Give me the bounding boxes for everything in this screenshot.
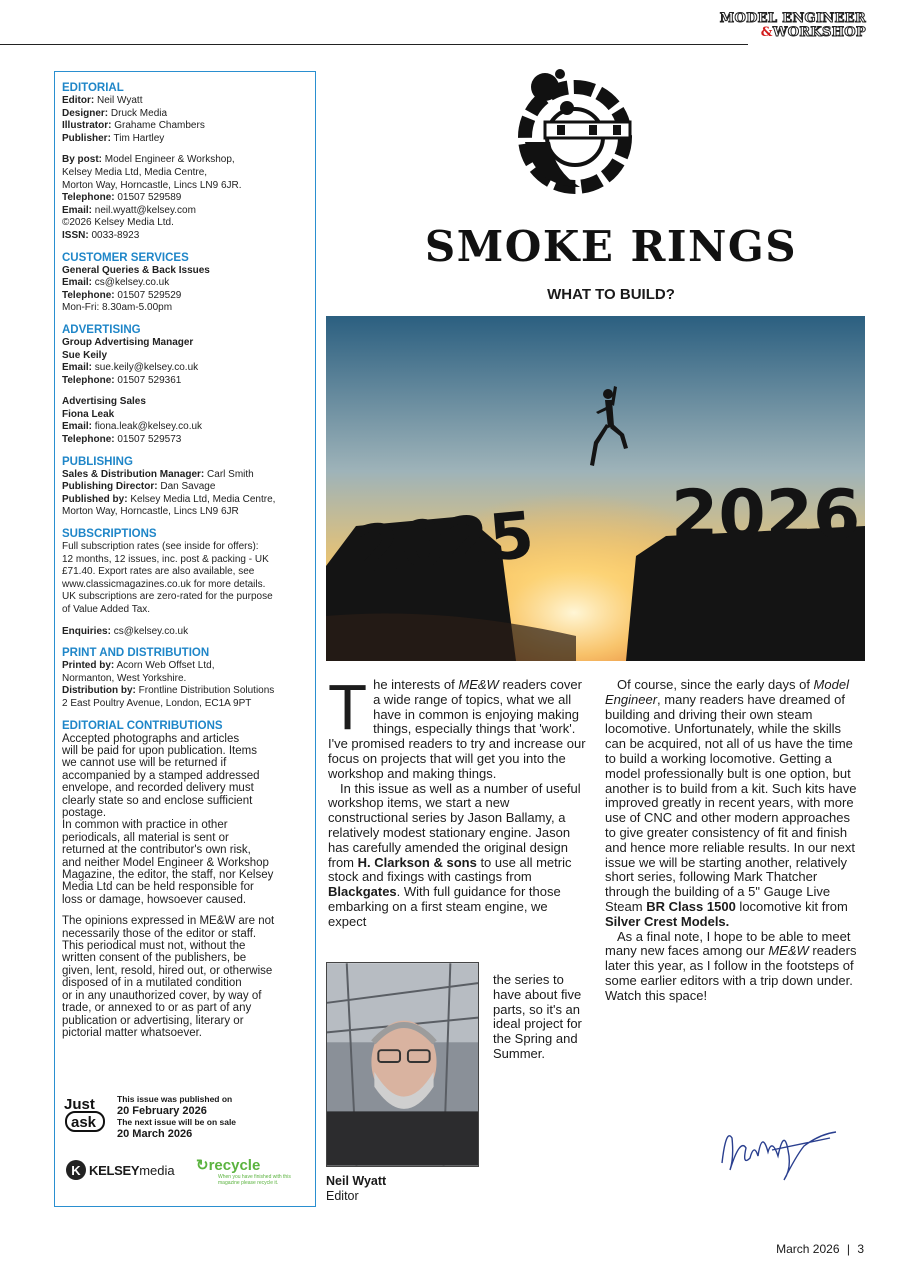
masthead-line2 xyxy=(720,26,866,40)
ad-email2: Email: fiona.leak@kelsey.co.uk xyxy=(62,421,203,433)
article-title: SMOKE RINGS xyxy=(424,222,798,271)
ad-tel1: Telephone: 01507 529361 xyxy=(62,374,182,386)
media-word: media xyxy=(139,1162,175,1178)
issue-next-date: 20 March 2026 xyxy=(117,1128,193,1140)
masthead-logo xyxy=(720,12,866,40)
printed-by2: Normanton, West Yorkshire. xyxy=(62,672,187,684)
header-rule xyxy=(0,44,748,45)
article-column-2 xyxy=(605,678,864,1004)
drop-cap: T xyxy=(328,671,368,743)
post-line3: Morton Way, Horncastle, Lincs LN9 6JR. xyxy=(62,179,242,191)
ad-role2: Advertising Sales xyxy=(62,396,146,408)
para-2: In this issue as well as a number of useful workshop items, we start a new constructional series by Jason Ballamy, a relatively modest stationary engine. Jason has carefully amended the original design from H. Clarkson & sons to use all metric stock and fixings with castings from Blackgates. With full guidance for those embarking on a first steam engine, we expect xyxy=(328,780,581,929)
just-ask-logo xyxy=(62,1094,122,1134)
issn: ISSN: 0033-8923 xyxy=(62,229,140,241)
smoke-rings-logo xyxy=(505,62,655,197)
para-4: As a final note, I hope to be able to meet many new faces among our ME&W readers later this year, as I follow in the footsteps of some earlier editors with a trip down under. Watch this space! xyxy=(605,928,857,1003)
sub-l1: Full subscription rates (see inside for offers): xyxy=(62,541,259,553)
folio-separator: | xyxy=(846,1242,850,1256)
article-column-1 xyxy=(328,671,586,930)
just-ask-word2: ask xyxy=(71,1114,97,1131)
printed-by: Printed by: Acorn Web Offset Ltd, xyxy=(62,660,215,672)
editor-portrait xyxy=(326,962,479,1167)
page-number: 3 xyxy=(857,1242,864,1256)
publishing-heading: PUBLISHING xyxy=(62,455,133,468)
masthead-amp: & xyxy=(760,25,773,40)
publisher-line: Publisher: Tim Hartley xyxy=(62,132,165,144)
editorial-telephone: Telephone: 01507 529589 xyxy=(62,192,182,204)
editorial-heading: EDITORIAL xyxy=(62,82,124,94)
post-line2: Kelsey Media Ltd, Media Centre, xyxy=(62,166,208,178)
sub-l3: £71.40. Export rates are also available, see xyxy=(62,566,255,578)
sub-l2: 12 months, 12 issues, inc. post & packing - UK xyxy=(62,553,269,565)
illustrator-line: Illustrator: Grahame Chambers xyxy=(62,120,205,132)
masthead-line2-text: WORKSHOP xyxy=(772,25,866,40)
enquiries: Enquiries: cs@kelsey.co.uk xyxy=(62,625,189,637)
editorial-email: Email: neil.wyatt@kelsey.com xyxy=(62,204,196,216)
ad-name2: Fiona Leak xyxy=(62,408,115,420)
recycle-logo xyxy=(196,1156,308,1186)
para-2-tail: the series to have about five parts, so it's an ideal project for the Spring and Summer. xyxy=(493,972,582,1061)
contributions-text: Accepted photographs and articles will be paid for upon publication. Items we cannot use will be returned if accompanied by a stamped addressed envelope, and recorded delivery must clearly state so and enclose sufficient postage. In common with practice in other periodicals, all material is sent or returned at the contributor's own risk, and neither Model Engineer & Workshop Magazine, the editor, the staff, nor Kelsey Media Ltd can be held responsible for loss or damage, howsoever caused. xyxy=(62,732,274,906)
issue-next-label: The next issue will be on sale xyxy=(117,1117,237,1127)
post-line: By post: Model Engineer & Workshop, xyxy=(62,154,235,166)
opinions-text: The opinions expressed in ME&W are not necessarily those of the editor or staff. This periodical must not, without the written consent of the publishers, be given, lent, resold, hired out, or otherwise disposed of in a mutilated condition or in any unauthorized cover, by way of trade, or annexed to or as part of any publication or advertising, literary or pictorial matter whatsoever. xyxy=(62,915,275,1039)
kelsey-media-logo xyxy=(66,1160,175,1180)
hero-year-2025: 2025 xyxy=(352,498,537,588)
editor-line: Editor: Neil Wyatt xyxy=(62,95,143,106)
kelsey-k-icon: K xyxy=(66,1160,86,1180)
hero-image-2025-2026 xyxy=(326,316,865,661)
recycle-arrow-icon: ↻ xyxy=(196,1157,209,1174)
customer-email: Email: cs@kelsey.co.uk xyxy=(62,277,170,289)
folio-date: March 2026 xyxy=(776,1242,840,1256)
copyright: ©2026 Kelsey Media Ltd. xyxy=(62,217,174,229)
ad-name1: Sue Keily xyxy=(62,349,108,361)
pb-line: Published by: Kelsey Media Ltd, Media Centre, xyxy=(62,493,276,505)
subscriptions-heading: SUBSCRIPTIONS xyxy=(62,528,157,541)
ad-role1: Group Advertising Manager xyxy=(62,336,194,348)
customer-sub: General Queries & Back Issues xyxy=(62,264,210,276)
credits-sidebar xyxy=(54,71,316,1207)
issue-published-date: 20 February 2026 xyxy=(117,1105,207,1117)
distribution-by: Distribution by: Frontline Distribution Solutions xyxy=(62,685,275,697)
kelsey-word: KELSEY xyxy=(89,1162,140,1178)
photo-caption xyxy=(326,1174,386,1203)
distribution-by2: 2 East Poultry Avenue, London, EC1A 9PT xyxy=(62,697,252,709)
editor-signature xyxy=(712,1108,842,1188)
masthead-line1: MODEL ENGINEER xyxy=(719,11,866,26)
designer-line: Designer: Druck Media xyxy=(62,107,168,119)
page-folio xyxy=(776,1242,864,1256)
sub-l5: UK subscriptions are zero-rated for the purpose xyxy=(62,591,273,603)
hero-year-2026: 2026 xyxy=(671,476,861,555)
ad-tel2: Telephone: 01507 529573 xyxy=(62,434,182,446)
pb-line2: Morton Way, Horncastle, Lincs LN9 6JR xyxy=(62,506,239,518)
sdm-line: Sales & Distribution Manager: Carl Smith xyxy=(62,468,254,480)
pd-line: Publishing Director: Dan Savage xyxy=(62,481,216,493)
customer-hours: Mon-Fri: 8.30am-5.00pm xyxy=(62,302,173,314)
just-ask-word1: Just xyxy=(64,1096,95,1113)
customer-heading: CUSTOMER SERVICES xyxy=(62,251,189,264)
para-3: Of course, since the early days of Model Engineer, many readers have dreamed of building and driving their own steam locomotive. Unfortunately, while the skills can be acquired, not all of us have the time to build a working locomotive. Getting a model professionally bult is one option, but another is to build from a kit. Such kits have improved greatly in recent years, with more use of CNC and other modern approaches to give greater consistency of fit and finish and hence more reliable results. In our next issue we will be starting another, relatively short series, following Mark Thatcher through the building of a 5" Gauge Live Steam BR Class 1500 locomotive kit from Silver Crest Models. xyxy=(605,677,857,929)
advertising-heading: ADVERTISING xyxy=(62,323,141,336)
sub-l6: of Value Added Tax. xyxy=(62,604,151,615)
para-1: The interests of ME&W readers cover a wide range of topics, what we all have in common is enjoying making things, especially things that 'work'. I've promised readers to try and increase our focus on projects that will get you into the workshop and making things. xyxy=(328,671,586,781)
ad-email1: Email: sue.keily@kelsey.co.uk xyxy=(62,362,199,374)
issue-dates xyxy=(117,1094,236,1140)
customer-telephone: Telephone: 01507 529529 xyxy=(62,289,182,301)
caption-name: Neil Wyatt xyxy=(326,1174,387,1188)
caption-role: Editor xyxy=(326,1188,359,1203)
recycle-note: When you have finished with this magazine please recycle it. xyxy=(218,1174,291,1186)
issue-published-label: This issue was published on xyxy=(117,1094,233,1104)
print-heading: PRINT AND DISTRIBUTION xyxy=(62,647,210,660)
contributions-heading: EDITORIAL CONTRIBUTIONS xyxy=(62,719,223,732)
sub-l4: www.classicmagazines.co.uk for more details. xyxy=(62,578,266,590)
recycle-word: ↻recycle xyxy=(196,1157,261,1174)
article-subtitle: WHAT TO BUILD? xyxy=(547,286,675,303)
